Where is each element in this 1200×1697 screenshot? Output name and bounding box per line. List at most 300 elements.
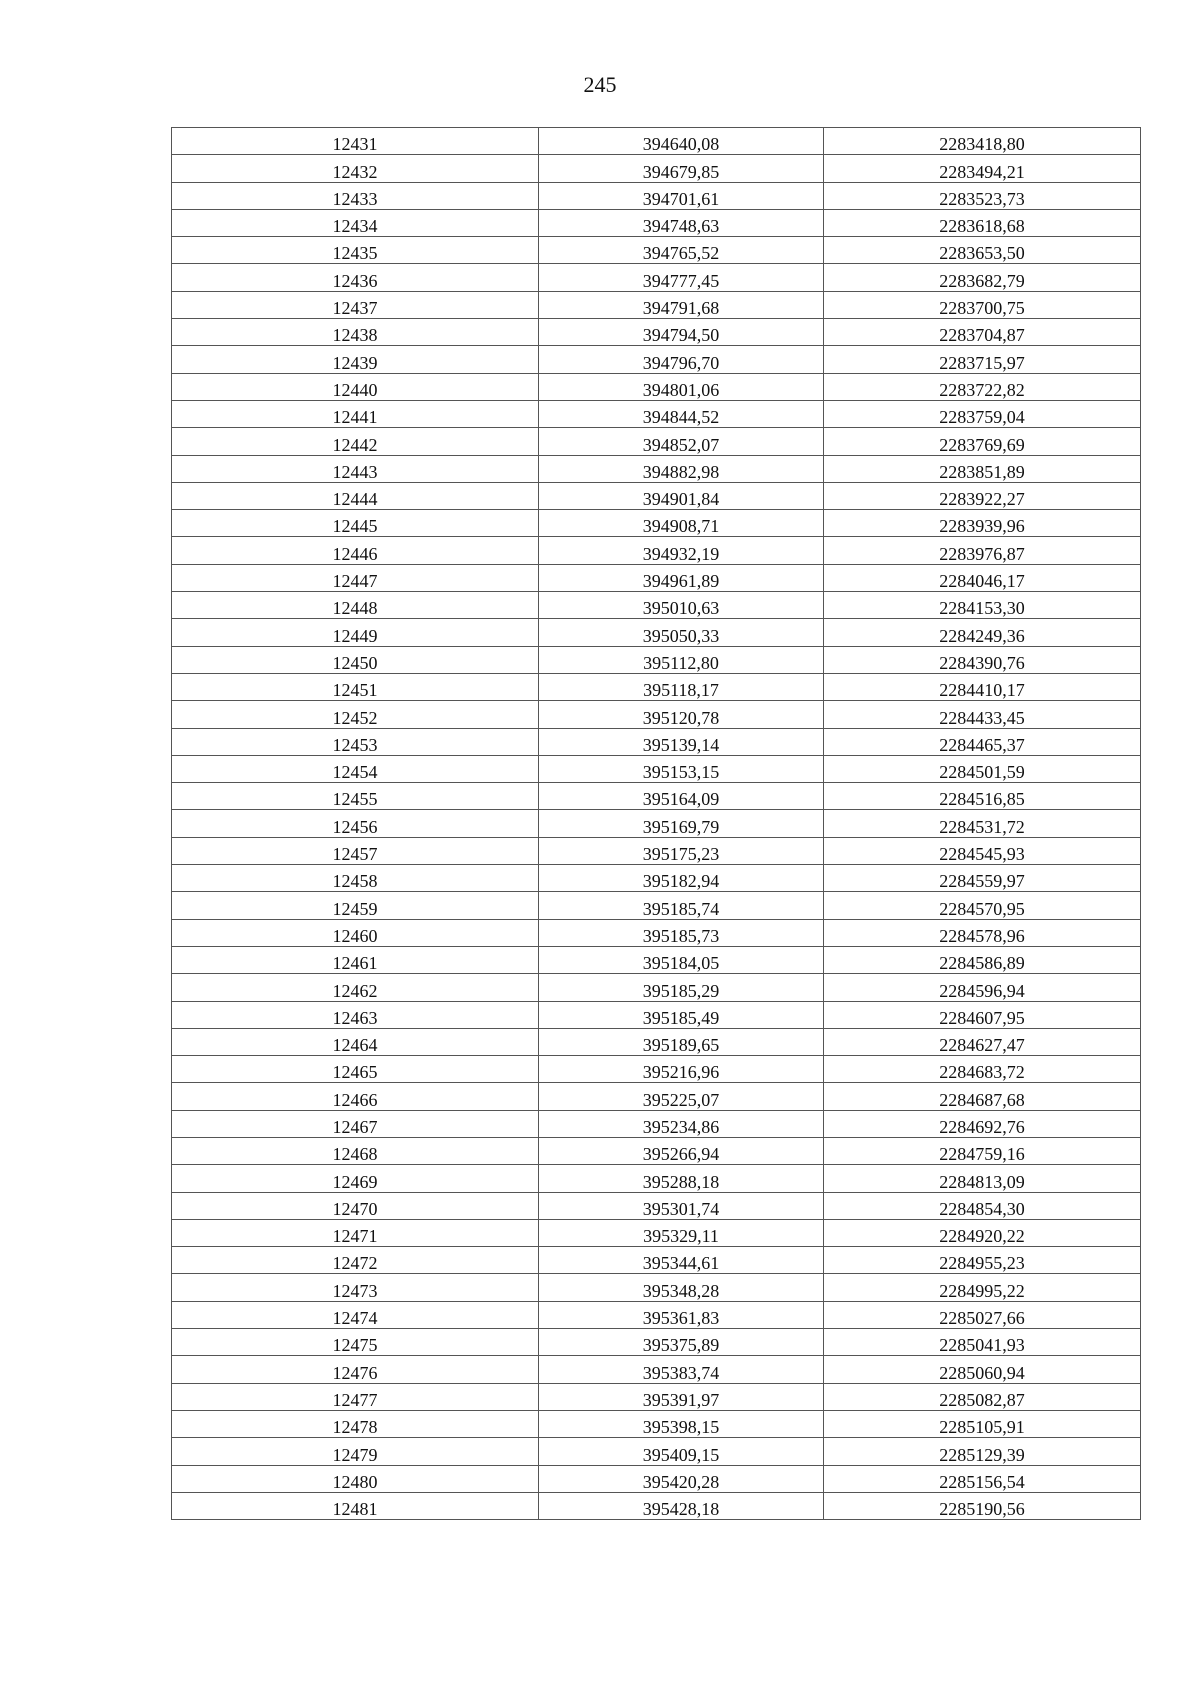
y-coordinate-value: 2285082,87: [939, 1389, 1025, 1410]
table-row: [172, 974, 1141, 1001]
y-coordinate-value: 2284759,16: [939, 1144, 1025, 1165]
point-number-value: 12477: [332, 1389, 378, 1410]
y-coordinate-value: 2285156,54: [939, 1471, 1025, 1492]
point-number-cell: [172, 1110, 539, 1137]
y-coordinate-value: 2283976,87: [939, 543, 1025, 564]
y-coordinate-cell: [824, 182, 1141, 209]
point-number-cell: [172, 1274, 539, 1301]
point-number-value: 12481: [332, 1499, 378, 1520]
y-coordinate-value: 2284692,76: [939, 1116, 1025, 1137]
y-coordinate-cell: [824, 1329, 1141, 1356]
x-coordinate-value: 394679,85: [642, 161, 720, 182]
table-row: [172, 1383, 1141, 1410]
y-coordinate-value: 2284249,36: [939, 625, 1025, 646]
y-coordinate-cell: [824, 946, 1141, 973]
point-number-value: 12474: [332, 1308, 378, 1329]
x-coordinate-cell: [539, 1165, 824, 1192]
point-number-cell: [172, 619, 539, 646]
y-coordinate-value: 2283769,69: [939, 434, 1025, 455]
point-number-cell: [172, 564, 539, 591]
y-coordinate-value: 2284390,76: [939, 652, 1025, 673]
table-row: [172, 755, 1141, 782]
x-coordinate-value: 394765,52: [642, 243, 720, 264]
table-row: [172, 1465, 1141, 1492]
point-number-cell: [172, 264, 539, 291]
point-number-value: 12460: [332, 925, 378, 946]
x-coordinate-value: 394791,68: [642, 298, 720, 319]
y-coordinate-value: 2284955,23: [939, 1253, 1025, 1274]
y-coordinate-cell: [824, 865, 1141, 892]
y-coordinate-cell: [824, 155, 1141, 182]
table-row: [172, 1219, 1141, 1246]
y-coordinate-cell: [824, 400, 1141, 427]
y-coordinate-cell: [824, 209, 1141, 236]
point-number-value: 12439: [332, 352, 378, 373]
x-coordinate-value: 394961,89: [642, 571, 720, 592]
y-coordinate-cell: [824, 1001, 1141, 1028]
point-number-value: 12445: [332, 516, 378, 537]
y-coordinate-cell: [824, 1137, 1141, 1164]
point-number-value: 12463: [332, 1007, 378, 1028]
y-coordinate-cell: [824, 1219, 1141, 1246]
table-row: [172, 1410, 1141, 1437]
y-coordinate-cell: [824, 1492, 1141, 1519]
point-number-cell: [172, 510, 539, 537]
point-number-value: 12457: [332, 844, 378, 865]
point-number-value: 12442: [332, 434, 378, 455]
point-number-cell: [172, 783, 539, 810]
x-coordinate-value: 395164,09: [642, 789, 720, 810]
y-coordinate-value: 2284627,47: [939, 1035, 1025, 1056]
point-number-value: 12448: [332, 598, 378, 619]
point-number-value: 12480: [332, 1471, 378, 1492]
y-coordinate-cell: [824, 728, 1141, 755]
y-coordinate-cell: [824, 919, 1141, 946]
point-number-cell: [172, 646, 539, 673]
point-number-cell: [172, 1356, 539, 1383]
table-row: [172, 1110, 1141, 1137]
x-coordinate-cell: [539, 346, 824, 373]
x-coordinate-value: 395329,11: [643, 1226, 719, 1247]
y-coordinate-value: 2283939,96: [939, 516, 1025, 537]
x-coordinate-cell: [539, 182, 824, 209]
y-coordinate-cell: [824, 510, 1141, 537]
x-coordinate-value: 395120,78: [642, 707, 720, 728]
point-number-value: 12471: [332, 1226, 378, 1247]
x-coordinate-cell: [539, 1438, 824, 1465]
point-number-value: 12478: [332, 1417, 378, 1438]
y-coordinate-value: 2283494,21: [939, 161, 1025, 182]
point-number-cell: [172, 974, 539, 1001]
x-coordinate-value: 394777,45: [642, 270, 720, 291]
table-row: [172, 892, 1141, 919]
table-row: [172, 1192, 1141, 1219]
table-row: [172, 237, 1141, 264]
table-row: [172, 1301, 1141, 1328]
x-coordinate-cell: [539, 1492, 824, 1519]
x-coordinate-value: 395185,73: [642, 925, 720, 946]
y-coordinate-cell: [824, 1247, 1141, 1274]
x-coordinate-value: 395112,80: [643, 652, 719, 673]
y-coordinate-value: 2284854,30: [939, 1198, 1025, 1219]
point-number-value: 12450: [332, 652, 378, 673]
table-row: [172, 1247, 1141, 1274]
point-number-cell: [172, 346, 539, 373]
y-coordinate-value: 2284559,97: [939, 871, 1025, 892]
point-number-cell: [172, 1465, 539, 1492]
y-coordinate-cell: [824, 892, 1141, 919]
y-coordinate-value: 2283759,04: [939, 407, 1025, 428]
x-coordinate-cell: [539, 946, 824, 973]
y-coordinate-value: 2284570,95: [939, 898, 1025, 919]
y-coordinate-cell: [824, 755, 1141, 782]
y-coordinate-cell: [824, 701, 1141, 728]
table-row: [172, 564, 1141, 591]
y-coordinate-cell: [824, 564, 1141, 591]
x-coordinate-value: 395185,29: [642, 980, 720, 1001]
table-row: [172, 1356, 1141, 1383]
y-coordinate-value: 2284516,85: [939, 789, 1025, 810]
point-number-cell: [172, 291, 539, 318]
point-number-cell: [172, 209, 539, 236]
y-coordinate-value: 2285129,39: [939, 1444, 1025, 1465]
x-coordinate-cell: [539, 1301, 824, 1328]
point-number-cell: [172, 1438, 539, 1465]
y-coordinate-value: 2284545,93: [939, 844, 1025, 865]
y-coordinate-cell: [824, 1410, 1141, 1437]
table-row: [172, 1083, 1141, 1110]
x-coordinate-cell: [539, 919, 824, 946]
table-row: [172, 673, 1141, 700]
point-number-value: 12468: [332, 1144, 378, 1165]
x-coordinate-value: 395428,18: [642, 1499, 720, 1520]
point-number-value: 12466: [332, 1089, 378, 1110]
table-row: [172, 619, 1141, 646]
point-number-cell: [172, 673, 539, 700]
y-coordinate-value: 2284531,72: [939, 816, 1025, 837]
point-number-value: 12444: [332, 489, 378, 510]
point-number-value: 12473: [332, 1280, 378, 1301]
table-row: [172, 701, 1141, 728]
y-coordinate-value: 2283653,50: [939, 243, 1025, 264]
point-number-cell: [172, 1165, 539, 1192]
point-number-cell: [172, 701, 539, 728]
y-coordinate-value: 2285027,66: [939, 1308, 1025, 1329]
y-coordinate-value: 2283704,87: [939, 325, 1025, 346]
point-number-cell: [172, 1247, 539, 1274]
y-coordinate-cell: [824, 837, 1141, 864]
point-number-cell: [172, 892, 539, 919]
x-coordinate-cell: [539, 592, 824, 619]
x-coordinate-cell: [539, 1329, 824, 1356]
x-coordinate-cell: [539, 237, 824, 264]
table-row: [172, 291, 1141, 318]
table-row: [172, 1028, 1141, 1055]
y-coordinate-cell: [824, 592, 1141, 619]
point-number-cell: [172, 155, 539, 182]
y-coordinate-cell: [824, 1056, 1141, 1083]
x-coordinate-cell: [539, 1465, 824, 1492]
y-coordinate-value: 2283922,27: [939, 489, 1025, 510]
y-coordinate-value: 2283722,82: [939, 379, 1025, 400]
y-coordinate-cell: [824, 1438, 1141, 1465]
y-coordinate-value: 2285041,93: [939, 1335, 1025, 1356]
table-row: [172, 373, 1141, 400]
y-coordinate-value: 2284687,68: [939, 1089, 1025, 1110]
y-coordinate-cell: [824, 373, 1141, 400]
y-coordinate-value: 2285105,91: [939, 1417, 1025, 1438]
y-coordinate-cell: [824, 455, 1141, 482]
table-row: [172, 319, 1141, 346]
x-coordinate-cell: [539, 1083, 824, 1110]
x-coordinate-value: 395153,15: [642, 762, 720, 783]
point-number-cell: [172, 1192, 539, 1219]
x-coordinate-value: 395361,83: [642, 1308, 720, 1329]
x-coordinate-cell: [539, 209, 824, 236]
point-number-value: 12433: [332, 188, 378, 209]
y-coordinate-value: 2284607,95: [939, 1007, 1025, 1028]
point-number-value: 12443: [332, 461, 378, 482]
x-coordinate-value: 394796,70: [642, 352, 720, 373]
x-coordinate-value: 395010,63: [642, 598, 720, 619]
table-row: [172, 455, 1141, 482]
y-coordinate-value: 2284586,89: [939, 953, 1025, 974]
x-coordinate-cell: [539, 755, 824, 782]
point-number-cell: [172, 537, 539, 564]
point-number-cell: [172, 1028, 539, 1055]
table-row: [172, 1056, 1141, 1083]
point-number-value: 12447: [332, 571, 378, 592]
y-coordinate-cell: [824, 1356, 1141, 1383]
y-coordinate-value: 2283700,75: [939, 298, 1025, 319]
y-coordinate-cell: [824, 646, 1141, 673]
x-coordinate-cell: [539, 810, 824, 837]
y-coordinate-cell: [824, 974, 1141, 1001]
point-number-value: 12441: [332, 407, 378, 428]
x-coordinate-cell: [539, 373, 824, 400]
y-coordinate-cell: [824, 783, 1141, 810]
x-coordinate-cell: [539, 1410, 824, 1437]
x-coordinate-cell: [539, 1383, 824, 1410]
point-number-cell: [172, 592, 539, 619]
table-row: [172, 128, 1141, 155]
x-coordinate-value: 395185,74: [642, 898, 720, 919]
point-number-value: 12456: [332, 816, 378, 837]
table-row: [172, 865, 1141, 892]
x-coordinate-value: 394901,84: [642, 489, 720, 510]
point-number-value: 12451: [332, 680, 378, 701]
x-coordinate-value: 395216,96: [642, 1062, 720, 1083]
y-coordinate-cell: [824, 264, 1141, 291]
page-number: 245: [583, 72, 617, 97]
x-coordinate-cell: [539, 1274, 824, 1301]
table-row: [172, 592, 1141, 619]
x-coordinate-cell: [539, 865, 824, 892]
y-coordinate-cell: [824, 1465, 1141, 1492]
table-row: [172, 837, 1141, 864]
point-number-cell: [172, 1001, 539, 1028]
y-coordinate-cell: [824, 428, 1141, 455]
y-coordinate-value: 2285190,56: [939, 1499, 1025, 1520]
x-coordinate-cell: [539, 428, 824, 455]
table-row: [172, 919, 1141, 946]
table-row: [172, 946, 1141, 973]
point-number-cell: [172, 455, 539, 482]
table-row: [172, 1001, 1141, 1028]
y-coordinate-cell: [824, 810, 1141, 837]
point-number-value: 12476: [332, 1362, 378, 1383]
x-coordinate-value: 395344,61: [642, 1253, 720, 1274]
y-coordinate-value: 2283715,97: [939, 352, 1025, 373]
point-number-value: 12449: [332, 625, 378, 646]
point-number-value: 12469: [332, 1171, 378, 1192]
point-number-value: 12446: [332, 543, 378, 564]
x-coordinate-value: 395184,05: [642, 953, 720, 974]
table-row: [172, 1438, 1141, 1465]
x-coordinate-value: 394640,08: [642, 134, 720, 155]
x-coordinate-cell: [539, 155, 824, 182]
point-number-cell: [172, 182, 539, 209]
x-coordinate-cell: [539, 510, 824, 537]
point-number-value: 12465: [332, 1062, 378, 1083]
point-number-value: 12455: [332, 789, 378, 810]
y-coordinate-cell: [824, 482, 1141, 509]
x-coordinate-cell: [539, 128, 824, 155]
y-coordinate-cell: [824, 673, 1141, 700]
x-coordinate-cell: [539, 1028, 824, 1055]
point-number-value: 12475: [332, 1335, 378, 1356]
point-number-cell: [172, 919, 539, 946]
x-coordinate-value: 395139,14: [642, 734, 720, 755]
point-number-cell: [172, 1137, 539, 1164]
point-number-value: 12452: [332, 707, 378, 728]
table-row: [172, 400, 1141, 427]
point-number-cell: [172, 319, 539, 346]
y-coordinate-value: 2284465,37: [939, 734, 1025, 755]
point-number-cell: [172, 400, 539, 427]
y-coordinate-value: 2284501,59: [939, 762, 1025, 783]
x-coordinate-cell: [539, 646, 824, 673]
x-coordinate-value: 394844,52: [642, 407, 720, 428]
x-coordinate-value: 395050,33: [642, 625, 720, 646]
y-coordinate-cell: [824, 291, 1141, 318]
y-coordinate-cell: [824, 1165, 1141, 1192]
table-row: [172, 646, 1141, 673]
x-coordinate-value: 395182,94: [642, 871, 720, 892]
y-coordinate-value: 2283682,79: [939, 270, 1025, 291]
table-row: [172, 537, 1141, 564]
y-coordinate-cell: [824, 1301, 1141, 1328]
point-number-value: 12464: [332, 1035, 378, 1056]
y-coordinate-value: 2284153,30: [939, 598, 1025, 619]
x-coordinate-value: 395175,23: [642, 844, 720, 865]
point-number-cell: [172, 1329, 539, 1356]
point-number-cell: [172, 946, 539, 973]
point-number-cell: [172, 482, 539, 509]
x-coordinate-cell: [539, 673, 824, 700]
point-number-value: 12434: [332, 216, 378, 237]
x-coordinate-cell: [539, 1356, 824, 1383]
x-coordinate-cell: [539, 400, 824, 427]
x-coordinate-value: 395420,28: [642, 1471, 720, 1492]
table-row: [172, 209, 1141, 236]
point-number-cell: [172, 865, 539, 892]
point-number-cell: [172, 237, 539, 264]
y-coordinate-cell: [824, 619, 1141, 646]
x-coordinate-value: 395169,79: [642, 816, 720, 837]
table-row: [172, 1274, 1141, 1301]
point-number-cell: [172, 755, 539, 782]
x-coordinate-value: 394932,19: [642, 543, 720, 564]
point-number-cell: [172, 1083, 539, 1110]
table-row: [172, 1329, 1141, 1356]
x-coordinate-cell: [539, 1056, 824, 1083]
point-number-cell: [172, 1383, 539, 1410]
point-number-value: 12431: [332, 134, 378, 155]
y-coordinate-value: 2284596,94: [939, 980, 1025, 1001]
point-number-value: 12438: [332, 325, 378, 346]
x-coordinate-cell: [539, 1110, 824, 1137]
table-row: [172, 482, 1141, 509]
point-number-value: 12462: [332, 980, 378, 1001]
y-coordinate-cell: [824, 1028, 1141, 1055]
y-coordinate-value: 2284433,45: [939, 707, 1025, 728]
x-coordinate-value: 395118,17: [643, 680, 719, 701]
point-number-value: 12479: [332, 1444, 378, 1465]
x-coordinate-value: 395348,28: [642, 1280, 720, 1301]
x-coordinate-value: 395189,65: [642, 1035, 720, 1056]
coordinates-table-body: [172, 128, 1141, 1520]
point-number-value: 12453: [332, 734, 378, 755]
x-coordinate-cell: [539, 783, 824, 810]
point-number-value: 12437: [332, 298, 378, 319]
x-coordinate-cell: [539, 564, 824, 591]
point-number-cell: [172, 128, 539, 155]
x-coordinate-cell: [539, 319, 824, 346]
point-number-value: 12432: [332, 161, 378, 182]
point-number-value: 12459: [332, 898, 378, 919]
y-coordinate-cell: [824, 237, 1141, 264]
y-coordinate-value: 2284920,22: [939, 1226, 1025, 1247]
point-number-cell: [172, 1492, 539, 1519]
x-coordinate-value: 395185,49: [642, 1007, 720, 1028]
coordinates-table: [171, 127, 1141, 1520]
x-coordinate-cell: [539, 1137, 824, 1164]
y-coordinate-cell: [824, 128, 1141, 155]
y-coordinate-value: 2283851,89: [939, 461, 1025, 482]
x-coordinate-cell: [539, 619, 824, 646]
point-number-value: 12440: [332, 379, 378, 400]
x-coordinate-cell: [539, 291, 824, 318]
x-coordinate-cell: [539, 537, 824, 564]
point-number-value: 12470: [332, 1198, 378, 1219]
table-row: [172, 1165, 1141, 1192]
table-row: [172, 810, 1141, 837]
x-coordinate-value: 395225,07: [642, 1089, 720, 1110]
x-coordinate-cell: [539, 892, 824, 919]
point-number-value: 12435: [332, 243, 378, 264]
point-number-cell: [172, 837, 539, 864]
point-number-value: 12467: [332, 1116, 378, 1137]
y-coordinate-value: 2283523,73: [939, 188, 1025, 209]
point-number-cell: [172, 728, 539, 755]
table-row: [172, 1492, 1141, 1519]
x-coordinate-value: 395409,15: [642, 1444, 720, 1465]
x-coordinate-cell: [539, 1247, 824, 1274]
table-row: [172, 264, 1141, 291]
x-coordinate-value: 395375,89: [642, 1335, 720, 1356]
y-coordinate-cell: [824, 1083, 1141, 1110]
